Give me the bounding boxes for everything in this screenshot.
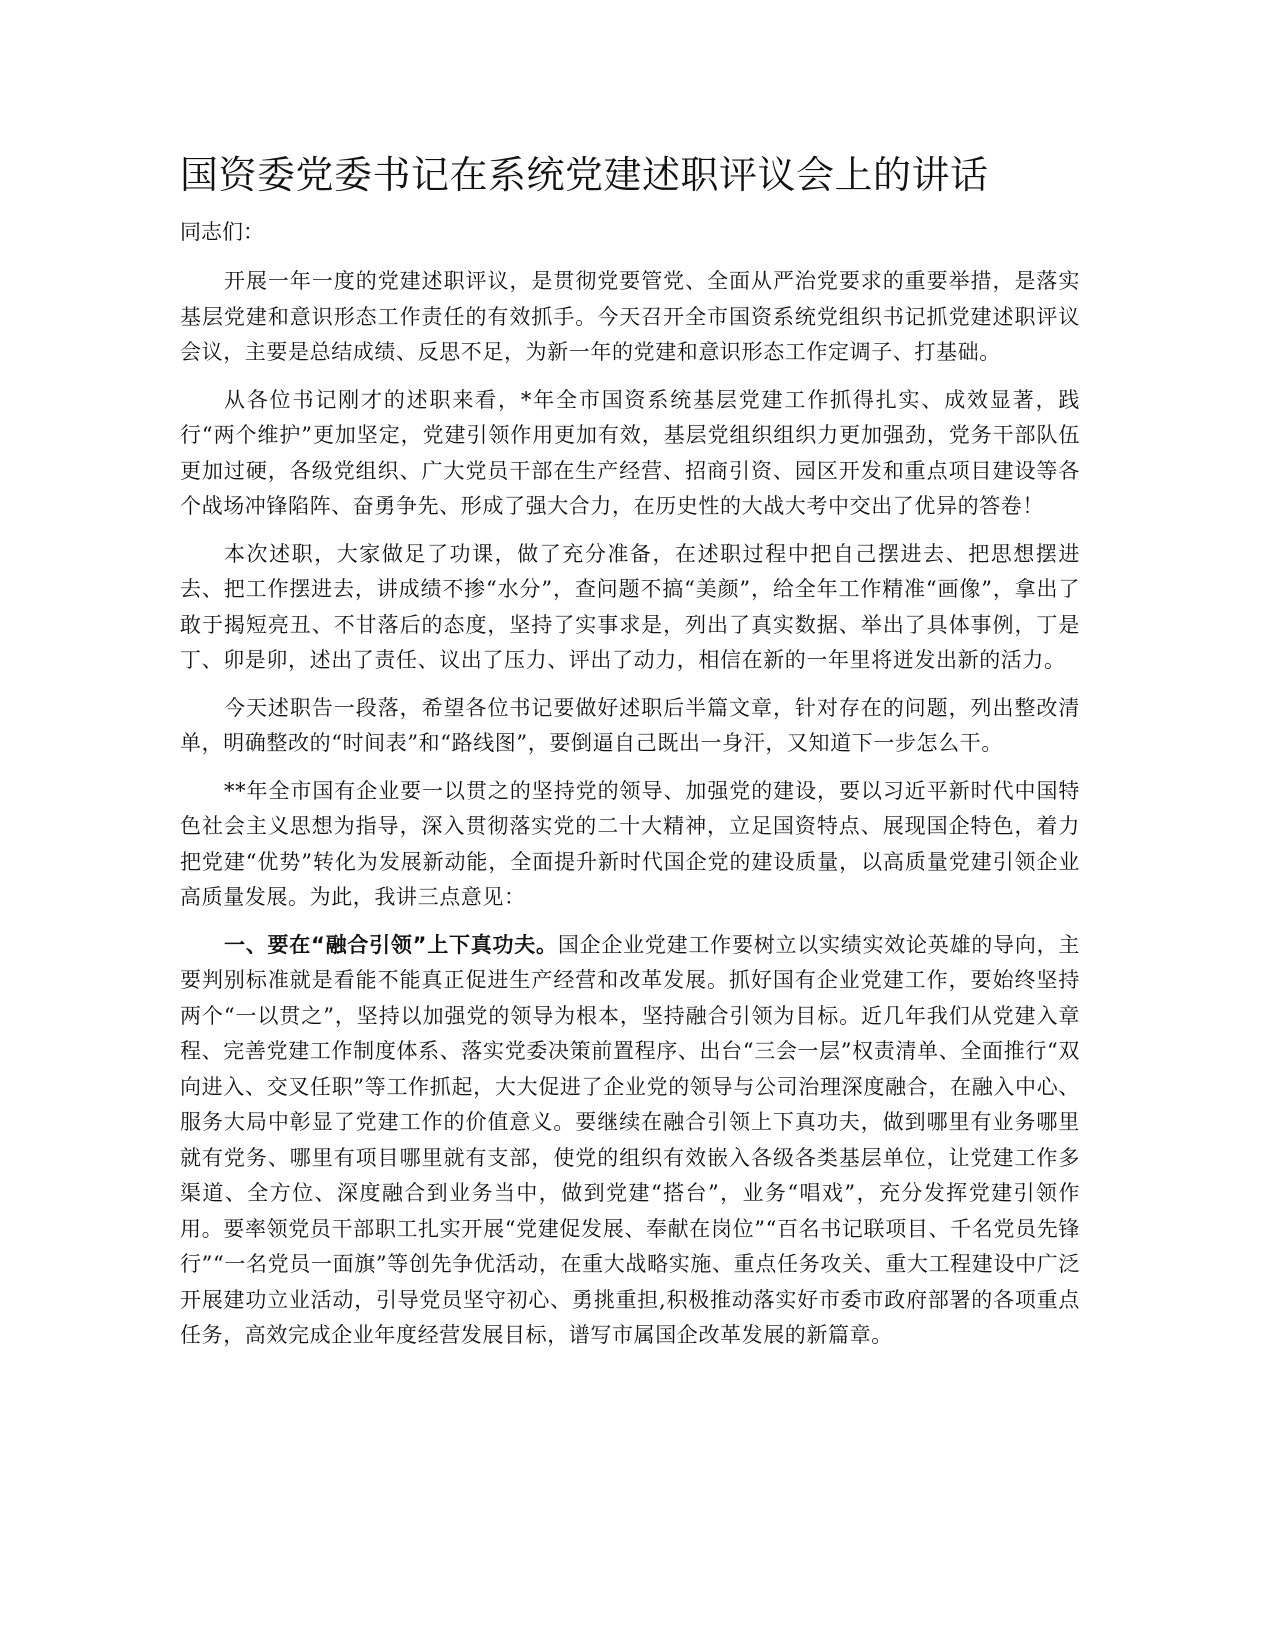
paragraph-5: **年全市国有企业要一以贯之的坚持党的领导、加强党的建设，要以习近平新时代中国特色社会主义思想为指导，深入贯彻落实党的二十大精神，立足国资特点、展现国企特色，着力把党建“优势”转化为发展新动能，全面提升新时代国企党的建设质量，以高质量党建引领企业高质量发展。为此，我讲三点意见： [180,778,1080,909]
section-1-body: 国企企业党建工作要树立以实绩实效论英雄的导向，主要判别标准就是看能不能真正促进生产经营和改革发展。抓好国有企业党建工作，要始终坚持两个“一以贯之”，坚持以加强党的领导为根本，坚持融合引领为目标。近几年我们从党建入章程、完善党建工作制度体系、落实党委决策前置程序、出台“三会一层”权责清单、全面推行“双向进入、交叉任职”等工作抓起，大大促进了企业党的领导与公司治理深度融合，在融入中心、服务大局中彰显了党建工作的价值意义。要继续在融合引领上下真功夫，做到哪里有业务哪里就有党务、哪里有项目哪里就有支部，使党的组织有效嵌入各级各类基层单位，让党建工作多渠道、全方位、深度融合到业务当中，做到党建“搭台”，业务“唱戏”，充分发挥党建引领作用。要率领党员干部职工扎实开展“党建促发展、奉献在岗位”“百名书记联项目、千名党员先锋行”“一名党员一面旗”等创先争优活动，在重大战略实施、重点任务攻关、重大工程建设中广泛开展建功立业活动，引导党员坚守初心、勇挑重担,积极推动落实好市委市政府部署的各项重点任务，高效完成企业年度经营发展目标，谱写市属国企改革发展的新篇章。 [180,932,1080,1347]
document-title: 国资委党委书记在系统党建述职评议会上的讲话 [180,153,989,197]
salutation: 同志们： [180,220,264,244]
paragraph-4: 今天述职告一段落，希望各位书记要做好述职后半篇文章，针对存在的问题，列出整改清单，明确整改的“时间表”和“路线图”，要倒逼自己既出一身汗，又知道下一步怎么干。 [180,695,1080,755]
document-page [180,150,1080,1366]
section-1-heading: 一、要在“融合引领”上下真功夫。 [224,932,558,957]
paragraph-3: 本次述职，大家做足了功课，做了充分准备，在述职过程中把自己摆进去、把思想摆进去、把工作摆进去，讲成绩不掺“水分”，查问题不搞“美颜”，给全年工作精准“画像”，拿出了敢于揭短亮丑、不甘落后的态度，坚持了实事求是，列出了真实数据、举出了具体事例，丁是丁、卯是卯，述出了责任、议出了压力、评出了动力，相信在新的一年里将迸发出新的活力。 [180,541,1080,672]
paragraph-1: 开展一年一度的党建述职评议，是贯彻党要管党、全面从严治党要求的重要举措，是落实基层党建和意识形态工作责任的有效抓手。今天召开全市国资系统党组织书记抓党建述职评议会议，主要是总结成绩、反思不足，为新一年的党建和意识形态工作定调子、打基础。 [180,269,1080,364]
paragraph-2: 从各位书记刚才的述职来看，*年全市国资系统基层党建工作抓得扎实、成效显著，践行“两个维护”更加坚定，党建引领作用更加有效，基层党组织组织力更加强劲，党务干部队伍更加过硬，各级党组织、广大党员干部在生产经营、招商引资、园区开发和重点项目建设等各个战场冲锋陷阵、奋勇争先、形成了强大合力，在历史性的大战大考中交出了优异的答卷！ [180,387,1080,518]
section-1-paragraph [180,928,1080,1354]
